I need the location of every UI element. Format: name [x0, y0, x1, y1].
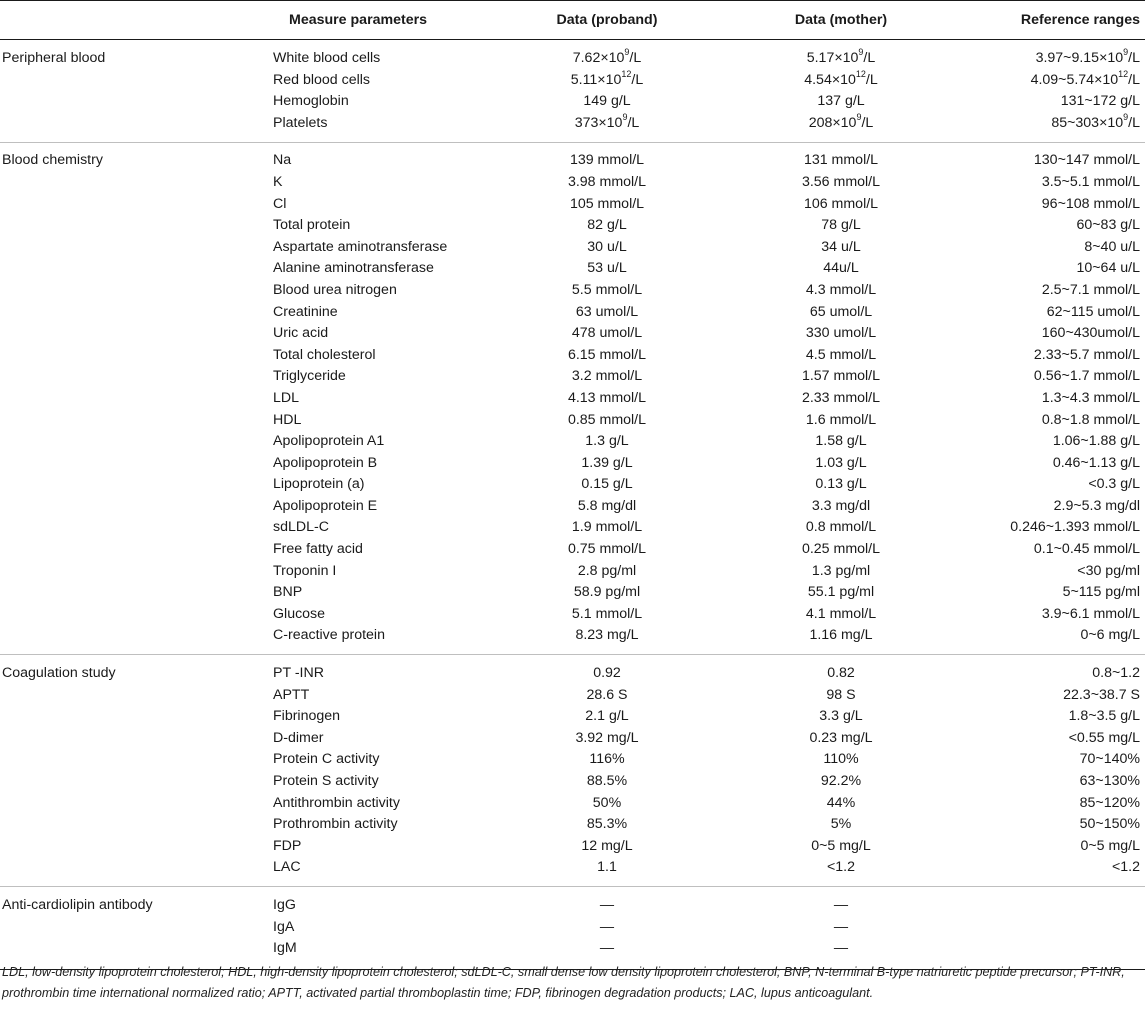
- parameter-cell: Platelets: [273, 114, 328, 131]
- proband-value: 0.92: [593, 665, 621, 682]
- table-row: [0, 453, 1145, 475]
- table-row: [0, 706, 1145, 728]
- reference-range: 0.246~1.393 mmol/L: [1010, 519, 1140, 536]
- reference-range: 1.06~1.88 g/L: [1052, 433, 1140, 450]
- table-body: [0, 40, 1145, 970]
- proband-value: 3.98 mmol/L: [567, 173, 647, 190]
- mother-value: 1.03 g/L: [815, 454, 867, 471]
- parameter-cell: Triglyceride: [273, 368, 346, 385]
- reference-range: 0~5 mg/L: [1080, 837, 1140, 854]
- parameter-cell: Apolipoprotein E: [273, 497, 378, 514]
- mother-value: 92.2%: [820, 773, 862, 789]
- mother-value: 44u/L: [823, 260, 859, 277]
- reference-range: <30 pg/ml: [1077, 562, 1140, 579]
- mother-value: —: [833, 940, 849, 957]
- reference-range: <0.3 g/L: [1088, 476, 1140, 493]
- proband-value: —: [599, 918, 615, 935]
- proband-value: $7.62\times 10^9/L$: [572, 47, 642, 66]
- parameter-cell: Protein C activity: [273, 751, 380, 768]
- table-row: [0, 194, 1145, 216]
- mother-value: 137 g/L: [817, 93, 865, 110]
- proband-value: 478 umol/L: [571, 325, 643, 342]
- proband-value: 105 mmol/L: [569, 195, 645, 212]
- proband-value: 53 u/L: [587, 260, 627, 277]
- mother-value: 0.8 mmol/L: [805, 519, 877, 536]
- section-peripheral-blood: [0, 40, 1145, 143]
- proband-value: 0.75 mmol/L: [567, 541, 647, 558]
- mother-value: 110%: [823, 751, 859, 768]
- reference-range: $85\sim 303\times 10^9/L$: [1051, 112, 1140, 131]
- mother-value: 0.13 g/L: [815, 476, 867, 493]
- table-row: [0, 749, 1145, 771]
- section-label: Blood chemistry: [2, 152, 103, 169]
- proband-value: 1.1: [597, 859, 617, 876]
- reference-range: 0.8~1.2: [1092, 665, 1140, 682]
- mother-value: 1.57 mmol/L: [801, 368, 881, 385]
- table-row: [0, 172, 1145, 194]
- parameter-cell: Free fatty acid: [273, 541, 363, 558]
- reference-range: 10~64 u/L: [1076, 260, 1140, 277]
- reference-range: 0.46~1.13 g/L: [1052, 454, 1140, 471]
- table-row: [0, 793, 1145, 815]
- parameter-cell: Total protein: [273, 217, 351, 234]
- reference-range: 0.1~0.45 mmol/L: [1033, 541, 1140, 558]
- proband-value: 12 mg/L: [581, 837, 633, 854]
- parameter-cell: D-dimer: [273, 729, 324, 746]
- proband-value: 139 mmol/L: [569, 152, 645, 169]
- mother-value: 0.82: [827, 665, 855, 682]
- parameter-cell: Glucose: [273, 605, 326, 622]
- table-row: [0, 895, 1145, 917]
- table-row: [0, 345, 1145, 367]
- table-row: [0, 857, 1145, 879]
- parameter-cell: Lipoprotein (a): [273, 476, 365, 493]
- proband-value: $5.11\times 10^{12}/L$: [570, 68, 644, 88]
- proband-value: 149 g/L: [583, 93, 631, 110]
- mother-value: 1.3 pg/ml: [811, 562, 871, 579]
- table-row: [0, 685, 1145, 707]
- table-row: [0, 814, 1145, 836]
- parameter-cell: IgM: [273, 940, 297, 957]
- table-footnote: LDL, low-density lipoprotein cholesterol; HDL, high-density lipoprotein cholesterol; sdLDL-C, small dense low density lipoprotein cholesterol; BNP, N-terminal B-type natriuretic peptide precursor; PT-INR, prothrombin time international normalized ratio; APTT, activated partial thromboplastin time; FDP, fibrinogen degradation products; LAC, lupus anticoagulant.: [2, 965, 1125, 1000]
- reference-range: 131~172 g/L: [1060, 93, 1140, 110]
- table-row: [0, 625, 1145, 647]
- table-row: [0, 728, 1145, 750]
- proband-value: 1.3 g/L: [585, 433, 629, 450]
- reference-range: <1.2: [1111, 859, 1140, 876]
- parameter-cell: Hemoglobin: [273, 93, 349, 110]
- parameter-cell: FDP: [273, 837, 302, 854]
- parameter-cell: BNP: [273, 584, 303, 601]
- mother-value: $4.54\times 10^{12}/L$: [804, 68, 878, 88]
- parameter-cell: Protein S activity: [273, 773, 379, 789]
- table-row: [0, 604, 1145, 626]
- table-row: [0, 91, 1145, 113]
- proband-value: 5.8 mg/dl: [577, 497, 637, 514]
- table-row: [0, 323, 1145, 345]
- table-row: [0, 302, 1145, 324]
- reference-range: 8~40 u/L: [1084, 238, 1140, 255]
- table-row: [0, 113, 1145, 135]
- proband-value: 5.5 mmol/L: [571, 281, 643, 298]
- mother-value: —: [833, 896, 849, 913]
- parameter-cell: Aspartate aminotransferase: [273, 238, 448, 255]
- table-row: [0, 496, 1145, 518]
- mother-value: 0~5 mg/L: [811, 837, 871, 854]
- header-parameter: Measure parameters: [289, 12, 428, 28]
- parameter-cell: Troponin I: [273, 562, 337, 579]
- mother-value: 106 mmol/L: [803, 195, 879, 212]
- mother-value: 330 umol/L: [805, 325, 877, 342]
- mother-value: 131 mmol/L: [803, 152, 879, 169]
- reference-range: 0~6 mg/L: [1080, 627, 1140, 644]
- mother-value: —: [833, 918, 849, 935]
- table-header: [0, 0, 1145, 40]
- reference-range: 63~130%: [1079, 773, 1140, 789]
- table-row: [0, 237, 1145, 259]
- parameter-cell: Uric acid: [273, 325, 329, 342]
- mother-value: 65 umol/L: [809, 303, 873, 320]
- reference-range: 22.3~38.7 S: [1063, 686, 1140, 703]
- table-row: [0, 410, 1145, 432]
- proband-value: 4.13 mmol/L: [567, 389, 647, 406]
- mother-value: 34 u/L: [821, 238, 861, 255]
- table-row: [0, 517, 1145, 539]
- reference-range: $4.09\sim 5.74\times 10^{12}/L$: [1030, 68, 1140, 88]
- parameter-cell: Apolipoprotein A1: [273, 433, 385, 450]
- table-row: [0, 836, 1145, 858]
- section-label: Coagulation study: [2, 665, 116, 682]
- proband-value: 2.1 g/L: [585, 708, 629, 725]
- table-row: [0, 48, 1145, 70]
- proband-value: 1.9 mmol/L: [571, 519, 643, 536]
- table-row: [0, 474, 1145, 496]
- section-label: Peripheral blood: [2, 50, 106, 66]
- mother-value: 1.16 mg/L: [809, 627, 873, 644]
- parameter-cell: HDL: [273, 411, 302, 428]
- mother-value: 5%: [830, 816, 852, 833]
- table-row: [0, 771, 1145, 793]
- parameter-cell: Total cholesterol: [273, 346, 376, 363]
- proband-value: —: [599, 896, 615, 913]
- parameter-cell: PT -INR: [273, 665, 324, 682]
- proband-value: 0.85 mmol/L: [567, 411, 647, 428]
- table-row: [0, 582, 1145, 604]
- reference-range: 5~115 pg/ml: [1062, 584, 1140, 601]
- header-reference: Reference ranges: [1020, 12, 1140, 28]
- reference-range: 0.56~1.7 mmol/L: [1033, 368, 1140, 385]
- parameter-cell: Fibrinogen: [273, 708, 341, 725]
- parameter-cell: C-reactive protein: [273, 627, 385, 644]
- table-row: [0, 938, 1145, 960]
- reference-range: <0.55 mg/L: [1068, 729, 1140, 746]
- proband-value: 85.3%: [586, 816, 628, 833]
- parameter-cell: LDL: [273, 389, 300, 406]
- reference-range: 2.9~5.3 mg/dl: [1053, 497, 1140, 514]
- table-row: [0, 70, 1145, 92]
- mother-value: 4.3 mmol/L: [805, 281, 877, 298]
- reference-range: 60~83 g/L: [1076, 217, 1140, 234]
- reference-range: 96~108 mmol/L: [1041, 195, 1140, 212]
- parameter-cell: Prothrombin activity: [273, 816, 398, 833]
- parameter-cell: Cl: [273, 195, 287, 212]
- parameter-cell: White blood cells: [273, 50, 381, 66]
- proband-value: —: [599, 940, 615, 957]
- parameter-cell: K: [273, 173, 283, 190]
- proband-value: 8.23 mg/L: [575, 627, 639, 644]
- reference-range: 2.5~7.1 mmol/L: [1041, 281, 1140, 298]
- header-proband: Data (proband): [556, 12, 658, 28]
- reference-range: 85~120%: [1079, 794, 1140, 811]
- reference-range: 130~147 mmol/L: [1033, 152, 1140, 169]
- mother-value: 2.33 mmol/L: [801, 389, 881, 406]
- table-row: [0, 258, 1145, 280]
- parameter-cell: sdLDL-C: [273, 519, 329, 536]
- mother-value: $208\times 10^9/L$: [808, 112, 874, 131]
- table-row: [0, 388, 1145, 410]
- proband-value: 3.2 mmol/L: [571, 368, 643, 385]
- mother-value: 3.3 mg/dl: [811, 497, 871, 514]
- section-anti-cardiolipin-antibody: [0, 887, 1145, 970]
- reference-range: 0.8~1.8 mmol/L: [1041, 411, 1140, 428]
- proband-value: 1.39 g/L: [581, 454, 633, 471]
- reference-range: 1.3~4.3 mmol/L: [1041, 389, 1140, 406]
- reference-range: 1.8~3.5 g/L: [1068, 708, 1140, 725]
- reference-range: 3.9~6.1 mmol/L: [1041, 605, 1140, 622]
- mother-value: <1.2: [826, 859, 855, 876]
- parameter-cell: Blood urea nitrogen: [273, 281, 397, 298]
- mother-value: $5.17\times 10^9/L$: [806, 47, 876, 66]
- table-row: [0, 663, 1145, 685]
- table-row: [0, 150, 1145, 172]
- header-mother: Data (mother): [794, 12, 888, 28]
- parameter-cell: IgA: [273, 918, 295, 935]
- table-row: [0, 280, 1145, 302]
- table-row: [0, 539, 1145, 561]
- proband-value: 63 umol/L: [575, 303, 639, 320]
- section-coagulation-study: [0, 655, 1145, 887]
- mother-value: 55.1 pg/ml: [807, 584, 875, 601]
- reference-range: $3.97\sim 9.15\times 10^9/L$: [1035, 47, 1140, 66]
- proband-value: 82 g/L: [587, 217, 627, 234]
- mother-value: 3.56 mmol/L: [801, 173, 881, 190]
- proband-value: 28.6 S: [586, 686, 628, 703]
- mother-value: 98 S: [826, 686, 856, 703]
- proband-value: 116%: [589, 751, 625, 768]
- parameter-cell: Antithrombin activity: [273, 794, 400, 811]
- parameter-cell: IgG: [273, 896, 296, 913]
- proband-value: 58.9 pg/ml: [573, 584, 641, 601]
- reference-range: 62~115 umol/L: [1046, 303, 1140, 320]
- mother-value: 0.25 mmol/L: [801, 541, 881, 558]
- table-row: [0, 431, 1145, 453]
- table-row: [0, 366, 1145, 388]
- table-row: [0, 215, 1145, 237]
- parameter-cell: APTT: [273, 686, 310, 703]
- table-row: [0, 561, 1145, 583]
- reference-range: 70~140%: [1079, 751, 1140, 768]
- parameter-cell: LAC: [273, 859, 301, 876]
- reference-range: 2.33~5.7 mmol/L: [1033, 346, 1140, 363]
- mother-value: 78 g/L: [821, 217, 861, 234]
- proband-value: $373\times 10^9/L$: [574, 112, 640, 131]
- proband-value: 30 u/L: [587, 238, 627, 255]
- reference-range: 50~150%: [1079, 816, 1140, 833]
- proband-value: 5.1 mmol/L: [571, 605, 643, 622]
- proband-value: 2.8 pg/ml: [577, 562, 637, 579]
- mother-value: 4.1 mmol/L: [805, 605, 877, 622]
- parameter-cell: Na: [273, 152, 292, 169]
- mother-value: 1.6 mmol/L: [805, 411, 877, 428]
- reference-range: 3.5~5.1 mmol/L: [1041, 173, 1140, 190]
- mother-value: 0.23 mg/L: [809, 729, 873, 746]
- section-blood-chemistry: [0, 143, 1145, 655]
- mother-value: 3.3 g/L: [819, 708, 863, 725]
- parameter-cell: Creatinine: [273, 303, 338, 320]
- parameter-cell: Red blood cells: [273, 71, 371, 88]
- proband-value: 50%: [592, 794, 622, 811]
- proband-value: 3.92 mg/L: [575, 729, 639, 746]
- section-label: Anti-cardiolipin antibody: [2, 896, 153, 913]
- proband-value: 6.15 mmol/L: [567, 346, 647, 363]
- proband-value: 0.15 g/L: [581, 476, 633, 493]
- mother-value: 1.58 g/L: [815, 433, 867, 450]
- proband-value: 88.5%: [586, 773, 628, 789]
- reference-range: 160~430umol/L: [1041, 325, 1140, 342]
- mother-value: 4.5 mmol/L: [805, 346, 877, 363]
- mother-value: 44%: [826, 794, 856, 811]
- parameter-cell: Alanine aminotransferase: [273, 260, 434, 277]
- table-row: [0, 917, 1145, 939]
- parameter-cell: Apolipoprotein B: [273, 454, 378, 471]
